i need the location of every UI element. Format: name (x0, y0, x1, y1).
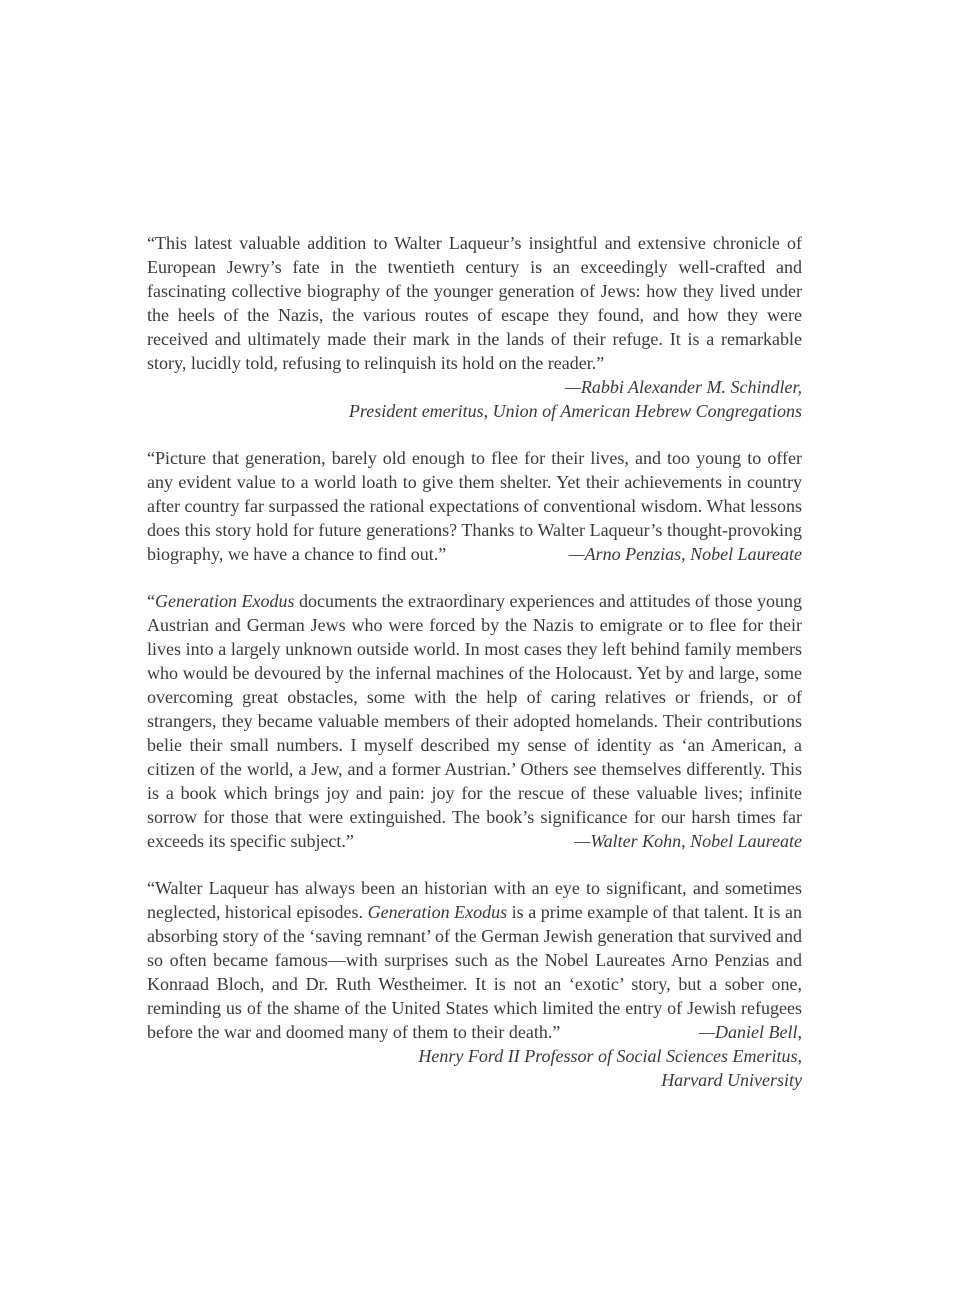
attribution-name: —Walter Kohn, Nobel Laureate (574, 831, 802, 851)
attribution-role: President emeritus, Union of American Hebrew Congregations (348, 401, 802, 421)
attribution-name: —Arno Penzias, Nobel Laureate (568, 544, 802, 564)
quote-body: “Picture that generation, barely old enough to flee for their lives, and too young to offer any evident value to a world loath to give them shelter. Yet their achievements in country after country far surpassed the rational expectations of conventional wisdom. What lessons does this story hold for future generations? Thanks to Walter Laqueur’s thought-provoking biography, we have a chance to find out.” (147, 448, 802, 564)
attribution-role: Henry Ford II Professor of Social Sciences Emeritus, (418, 1046, 802, 1066)
attribution-name: —Rabbi Alexander M. Schindler, (564, 377, 802, 397)
text-block (147, 231, 802, 1115)
quote-text (147, 876, 802, 1044)
book-title-italic: Generation Exodus (367, 902, 508, 922)
quote-block-bell (147, 876, 802, 1092)
quote-body: is a prime example of that talent. It is an absorbing story of the ‘saving remnant’ of the German Jewish generation that survived and so often became famous—with surprises such as the Nobel Laureates Arno Penzias and Konraad Bloch, and Dr. Ruth Westheimer. It is not an ‘exotic’ story, but a sober one, reminding us of the shame of the United States which limited the entry of Jewish refugees before the war and doomed many of them to their death.” (147, 902, 802, 1042)
attribution-name: —Daniel Bell, (699, 1022, 802, 1042)
quote-block-penzias (147, 446, 802, 566)
book-title-italic: Generation Exodus (155, 591, 295, 611)
quote-body: documents the extraordinary experiences and attitudes of those young Austrian and German Jews who were forced by the Nazis to emigrate or to flee for their lives into a largely unknown outside world. In most cases they left behind family members who would be devoured by the infernal machines of the Holocaust. Yet by and large, some overcoming great obstacles, some with the help of caring relatives or friends, or of strangers, they became valuable members of their adopted homelands. Their contributions belie their small numbers. I myself described my sense of identity as ‘an American, a citizen of the world, a Jew, and a former Austrian.’ Others see themselves differently. This is a book which brings joy and pain: joy for the rescue of these valuable lives; infinite sorrow for those that were extinguished. The book’s significance for our harsh times far exceeds its specific subject.” (147, 591, 802, 851)
attribution-affiliation: Harvard University (661, 1070, 802, 1090)
quote-block-schindler (147, 231, 802, 423)
open-quote-mark: “ (147, 591, 155, 611)
quote-body: “This latest valuable addition to Walter Laqueur’s insightful and extensive chronicle of European Jewry’s fate in the twentieth century is an exceedingly well-crafted and fascinating collective biography of the younger generation of Jews: how they lived under the heels of the Nazis, the various routes of escape they found, and how they were received and ultimately made their mark in the lands of their refuge. It is a remarkable story, lucidly told, refusing to relinquish its hold on the reader.” (147, 233, 802, 373)
quote-text (147, 446, 802, 566)
quote-body: “Walter Laqueur has always been an historian with an eye to significant, and sometimes neglected, historical episodes. (147, 878, 802, 922)
quote-text (147, 589, 802, 853)
quote-block-kohn (147, 589, 802, 853)
quote-text (147, 231, 802, 399)
